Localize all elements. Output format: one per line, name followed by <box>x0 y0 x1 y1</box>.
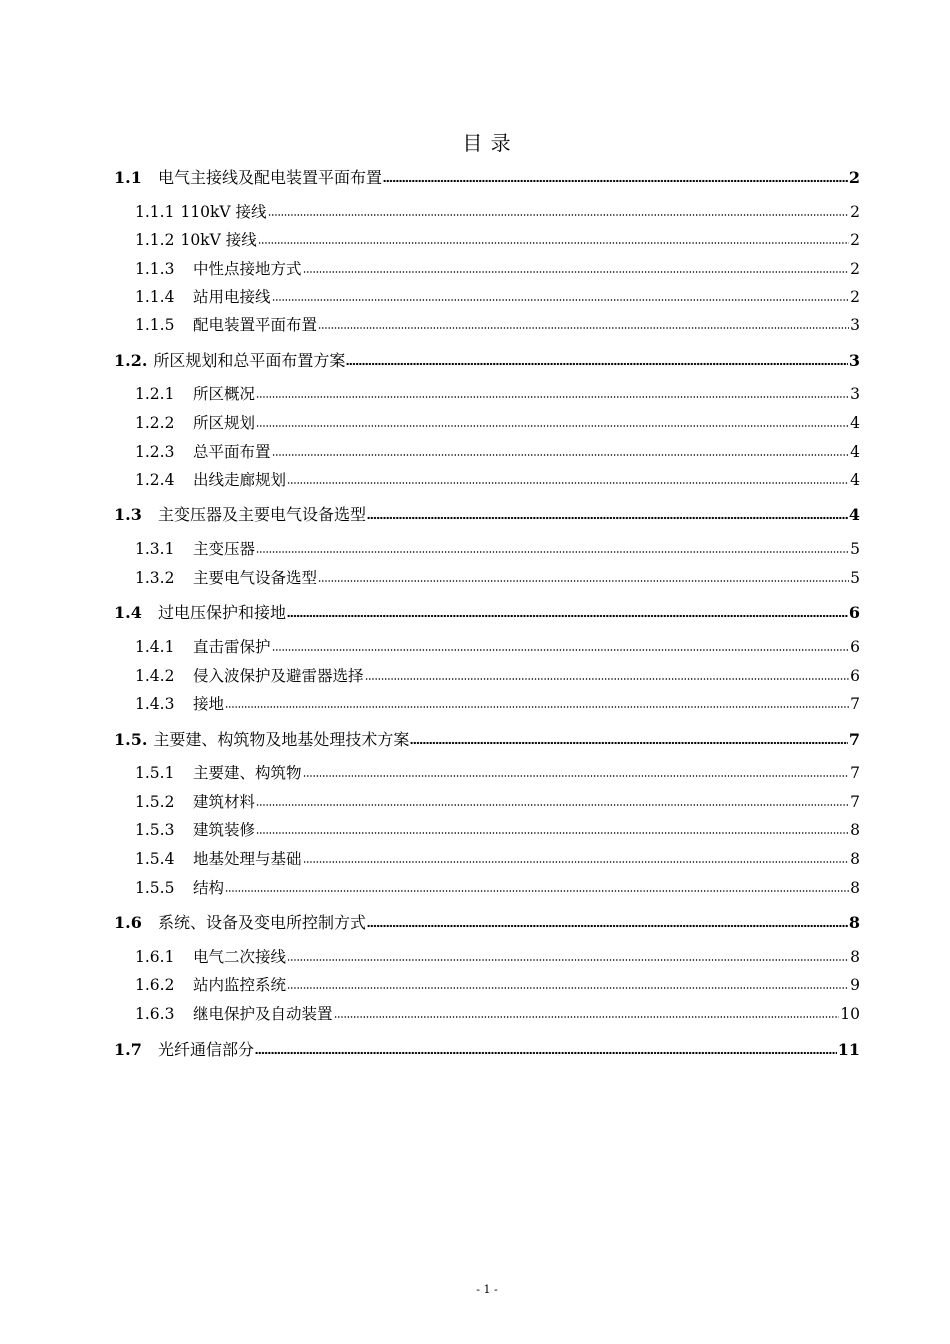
toc-entry-1-2-2[interactable] <box>135 412 860 434</box>
toc-entry-1-5-2[interactable] <box>135 791 860 813</box>
dot-leader <box>367 515 848 521</box>
toc-entry-number: 1.4 <box>114 603 142 622</box>
toc-entry-page: 4 <box>850 443 860 461</box>
toc-entry-page: 4 <box>850 414 860 432</box>
toc-entry-page: 2 <box>850 260 860 278</box>
toc-entry-number: 1.6.3 <box>135 1005 175 1023</box>
toc-entry-number: 1.5.3 <box>135 821 175 839</box>
toc-entry-title: 站内监控系统 <box>193 976 287 994</box>
toc-entry-number: 1.7 <box>114 1040 142 1059</box>
toc-entry-title: 电气二次接线 <box>193 948 287 966</box>
toc-entry-number: 1.5.4 <box>135 850 175 868</box>
toc-entry-title: 结构 <box>193 879 225 897</box>
toc-entry-1-6-2[interactable] <box>135 974 860 996</box>
toc-entry-1-3[interactable] <box>114 504 860 526</box>
toc-entry-1-1-4[interactable] <box>135 286 860 308</box>
toc-entry-page: 3 <box>848 351 860 370</box>
toc-entry-page: 7 <box>850 695 860 713</box>
toc-entry-1-2-4[interactable] <box>135 469 860 491</box>
toc-entry-page: 11 <box>837 1040 860 1059</box>
toc-entry-1-5[interactable] <box>114 729 860 751</box>
toc-entry-title: 侵入波保护及避雷器选择 <box>193 667 364 685</box>
toc-entry-title: 建筑材料 <box>193 793 256 811</box>
toc-entry-title: 继电保护及自动装置 <box>193 1005 333 1023</box>
toc-entry-1-7[interactable] <box>114 1039 860 1061</box>
toc-entry-number: 1.4.3 <box>135 695 175 713</box>
toc-entry-1-1[interactable] <box>114 167 860 189</box>
toc-entry-title: 主变压器及主要电气设备选型 <box>158 505 367 524</box>
toc-entry-number: 1.5.5 <box>135 879 175 897</box>
dot-leader <box>256 802 849 808</box>
dot-leader <box>367 923 848 929</box>
toc-entry-title: 110kV 接线 <box>180 203 267 221</box>
toc-entry-title: 总平面布置 <box>193 443 271 461</box>
dot-leader <box>272 297 850 303</box>
toc-entry-page: 8 <box>850 850 860 868</box>
toc-entry-1-1-3[interactable] <box>135 258 860 280</box>
toc-entry-title: 所区概况 <box>193 385 256 403</box>
toc-entry-page: 3 <box>850 316 860 334</box>
toc-entry-1-6[interactable] <box>114 912 860 934</box>
toc-entry-page: 4 <box>848 505 860 524</box>
toc-entry-number: 1.2. <box>114 351 148 370</box>
toc-entry-number: 1.2.3 <box>135 443 175 461</box>
toc-entry-1-1-1[interactable] <box>135 201 860 223</box>
dot-leader <box>303 773 850 779</box>
toc-entry-1-6-3[interactable] <box>135 1003 860 1025</box>
toc-entry-title: 主变压器 <box>193 540 256 558</box>
dot-leader <box>272 647 850 653</box>
dot-leader <box>318 578 849 584</box>
toc-entry-title: 接地 <box>193 695 225 713</box>
toc-entry-page: 2 <box>850 203 860 221</box>
dot-leader <box>258 240 849 246</box>
toc-entry-1-4-1[interactable] <box>135 636 860 658</box>
toc-entry-page: 4 <box>850 471 860 489</box>
toc-entry-1-5-5[interactable] <box>135 877 860 899</box>
toc-entry-1-1-2[interactable] <box>135 229 860 251</box>
dot-leader <box>410 740 847 746</box>
toc-entry-page: 8 <box>850 948 860 966</box>
toc-entry-1-4-2[interactable] <box>135 665 860 687</box>
toc-entry-number: 1.2.1 <box>135 385 175 403</box>
toc-entry-number: 1.1.5 <box>135 316 175 334</box>
toc-entry-page: 6 <box>850 638 860 656</box>
toc-entry-page: 2 <box>848 168 860 187</box>
dot-leader <box>256 549 849 555</box>
toc-entry-title: 电气主接线及配电装置平面布置 <box>158 168 383 187</box>
toc-entry-number: 1.2.2 <box>135 414 175 432</box>
toc-entry-1-4-3[interactable] <box>135 693 860 715</box>
page-number-footer: - 1 - <box>476 1283 498 1296</box>
toc-entry-number: 1.4.1 <box>135 638 175 656</box>
toc-entry-number: 1.4.2 <box>135 667 175 685</box>
dot-leader <box>225 888 849 894</box>
toc-entry-title: 配电装置平面布置 <box>193 316 318 334</box>
toc-entry-page: 7 <box>850 764 860 782</box>
toc-entry-number: 1.5.2 <box>135 793 175 811</box>
toc-entry-1-2-3[interactable] <box>135 441 860 463</box>
dot-leader <box>256 830 849 836</box>
toc-entry-1-6-1[interactable] <box>135 946 860 968</box>
dot-leader <box>256 423 849 429</box>
toc-entry-page: 2 <box>850 288 860 306</box>
dot-leader <box>268 212 850 218</box>
toc-entry-page: 6 <box>850 667 860 685</box>
toc-entry-number: 1.3.2 <box>135 569 175 587</box>
toc-entry-number: 1.1 <box>114 168 142 187</box>
toc-entry-page: 6 <box>848 603 860 622</box>
toc-entry-title: 建筑装修 <box>193 821 256 839</box>
toc-entry-page: 5 <box>850 540 860 558</box>
toc-entry-title: 系统、设备及变电所控制方式 <box>158 913 367 932</box>
toc-entry-page: 3 <box>850 385 860 403</box>
toc-entry-page: 8 <box>850 821 860 839</box>
toc-entry-title: 中性点接地方式 <box>193 260 302 278</box>
toc-entry-1-1-5[interactable] <box>135 314 860 336</box>
toc-entry-title: 地基处理与基础 <box>193 850 302 868</box>
toc-entry-number: 1.6.1 <box>135 948 175 966</box>
toc-entry-1-2[interactable] <box>114 350 860 372</box>
toc-entry-number: 1.3 <box>114 505 142 524</box>
toc-entry-number: 1.1.3 <box>135 260 175 278</box>
toc-entry-number: 1.5.1 <box>135 764 175 782</box>
toc-entry-title: 主要电气设备选型 <box>193 569 318 587</box>
toc-entry-1-5-3[interactable] <box>135 819 860 841</box>
dot-leader <box>365 676 850 682</box>
toc-entry-title: 过电压保护和接地 <box>158 603 287 622</box>
dot-leader <box>303 859 850 865</box>
dot-leader <box>287 957 849 963</box>
toc-entry-1-3-1[interactable] <box>135 538 860 560</box>
dot-leader <box>272 452 850 458</box>
toc-entry-1-4[interactable] <box>114 602 860 624</box>
toc-entry-1-3-2[interactable] <box>135 567 860 589</box>
toc-entry-title: 站用电接线 <box>193 288 271 306</box>
toc-entry-page: 8 <box>848 913 860 932</box>
toc-entry-number: 1.1.4 <box>135 288 175 306</box>
dot-leader <box>225 704 849 710</box>
dot-leader <box>287 480 849 486</box>
toc-entry-title: 光纤通信部分 <box>158 1040 255 1059</box>
toc-entry-number: 1.1.2 <box>135 231 175 249</box>
toc-entry-page: 7 <box>850 793 860 811</box>
dot-leader <box>287 985 849 991</box>
dot-leader <box>303 269 850 275</box>
toc-entry-page: 10 <box>840 1005 860 1023</box>
toc-entry-title: 10kV 接线 <box>180 231 257 249</box>
dot-leader <box>255 1050 837 1056</box>
dot-leader <box>383 178 848 184</box>
toc-entry-number: 1.6 <box>114 913 142 932</box>
toc-entry-page: 7 <box>848 730 860 749</box>
dot-leader <box>256 394 849 400</box>
toc-entry-number: 1.1.1 <box>135 203 175 221</box>
dot-leader <box>318 325 849 331</box>
toc-entry-number: 1.5. <box>114 730 148 749</box>
toc-entry-title: 主要建、构筑物 <box>193 764 302 782</box>
toc-entry-number: 1.2.4 <box>135 471 175 489</box>
toc-entry-page: 5 <box>850 569 860 587</box>
toc-entry-title: 出线走廊规划 <box>193 471 287 489</box>
toc-entry-title: 所区规划 <box>193 414 256 432</box>
toc-entry-title: 直击雷保护 <box>193 638 271 656</box>
dot-leader <box>346 361 847 367</box>
dot-leader <box>287 613 848 619</box>
toc-entry-page: 2 <box>850 231 860 249</box>
toc-entry-1-2-1[interactable] <box>135 383 860 405</box>
toc-entry-title: 所区规划和总平面布置方案 <box>153 351 346 370</box>
toc-entry-page: 9 <box>850 976 860 994</box>
toc-entry-1-5-1[interactable] <box>135 762 860 784</box>
toc-entry-1-5-4[interactable] <box>135 848 860 870</box>
toc-entry-page: 8 <box>850 879 860 897</box>
toc-entry-title: 主要建、构筑物及地基处理技术方案 <box>153 730 410 749</box>
dot-leader <box>334 1014 840 1020</box>
toc-entry-number: 1.3.1 <box>135 540 175 558</box>
toc-entry-number: 1.6.2 <box>135 976 175 994</box>
page-title: 目 录 <box>462 131 512 155</box>
